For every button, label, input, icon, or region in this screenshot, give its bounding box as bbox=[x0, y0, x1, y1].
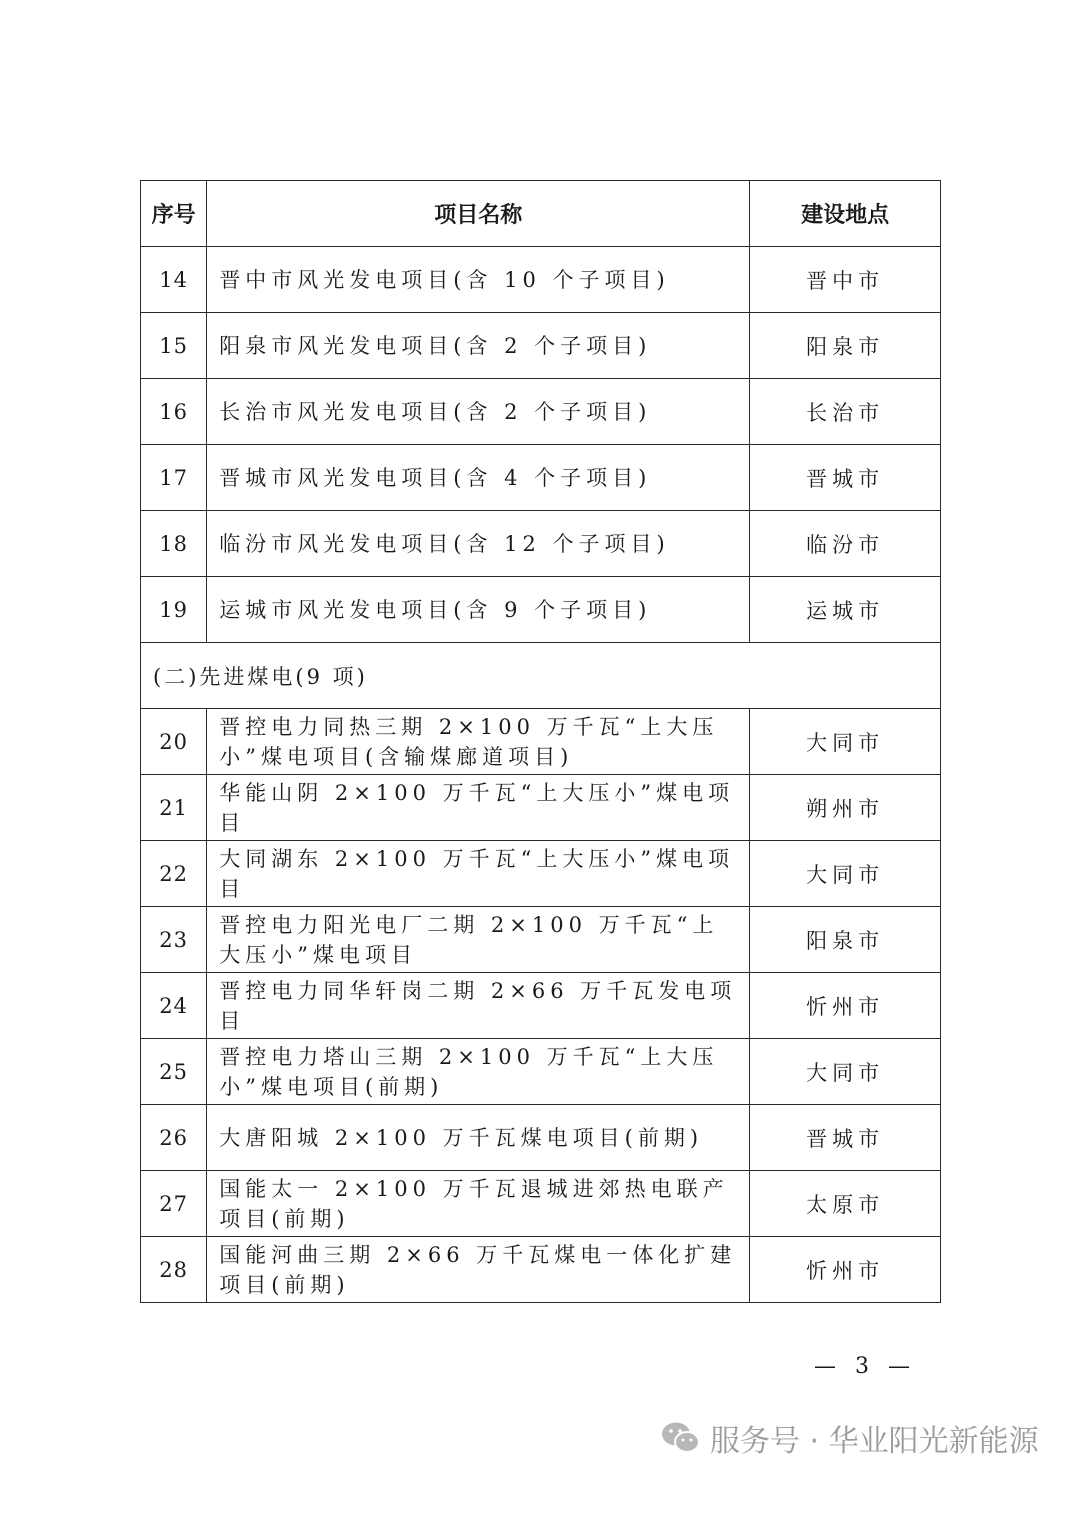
row-number: 22 bbox=[141, 841, 207, 907]
row-project-name: 阳泉市风光发电项目(含 2 个子项目) bbox=[207, 313, 750, 379]
row-number: 28 bbox=[141, 1237, 207, 1303]
section-title: (二)先进煤电(9 项) bbox=[141, 643, 941, 709]
row-location: 忻州市 bbox=[750, 973, 941, 1039]
table-header-row bbox=[141, 181, 941, 247]
section-row bbox=[141, 643, 941, 709]
row-project-name: 晋控电力阳光电厂二期 2×100 万千瓦“上大压小”煤电项目 bbox=[207, 907, 750, 973]
table-row bbox=[141, 1171, 941, 1237]
row-location: 忻州市 bbox=[750, 1237, 941, 1303]
row-location: 大同市 bbox=[750, 841, 941, 907]
table-row bbox=[141, 973, 941, 1039]
row-number: 19 bbox=[141, 577, 207, 643]
row-location: 太原市 bbox=[750, 1171, 941, 1237]
row-number: 21 bbox=[141, 775, 207, 841]
row-project-name: 国能河曲三期 2×66 万千瓦煤电一体化扩建项目(前期) bbox=[207, 1237, 750, 1303]
header-location: 建设地点 bbox=[750, 181, 941, 247]
row-project-name: 临汾市风光发电项目(含 12 个子项目) bbox=[207, 511, 750, 577]
row-project-name: 大唐阳城 2×100 万千瓦煤电项目(前期) bbox=[207, 1105, 750, 1171]
row-number: 16 bbox=[141, 379, 207, 445]
header-no: 序号 bbox=[141, 181, 207, 247]
row-project-name: 晋控电力塔山三期 2×100 万千瓦“上大压小”煤电项目(前期) bbox=[207, 1039, 750, 1105]
row-number: 25 bbox=[141, 1039, 207, 1105]
row-project-name: 运城市风光发电项目(含 9 个子项目) bbox=[207, 577, 750, 643]
row-project-name: 晋中市风光发电项目(含 10 个子项目) bbox=[207, 247, 750, 313]
row-project-name: 晋控电力同华轩岗二期 2×66 万千瓦发电项目 bbox=[207, 973, 750, 1039]
table-row bbox=[141, 379, 941, 445]
row-number: 20 bbox=[141, 709, 207, 775]
table-row bbox=[141, 313, 941, 379]
row-number: 23 bbox=[141, 907, 207, 973]
row-location: 朔州市 bbox=[750, 775, 941, 841]
row-location: 大同市 bbox=[750, 709, 941, 775]
row-project-name: 大同湖东 2×100 万千瓦“上大压小”煤电项目 bbox=[207, 841, 750, 907]
table-row bbox=[141, 511, 941, 577]
row-location: 运城市 bbox=[750, 577, 941, 643]
project-table bbox=[140, 180, 941, 1303]
row-location: 大同市 bbox=[750, 1039, 941, 1105]
row-location: 晋城市 bbox=[750, 445, 941, 511]
table-row bbox=[141, 1039, 941, 1105]
header-name: 项目名称 bbox=[207, 181, 750, 247]
row-location: 阳泉市 bbox=[750, 313, 941, 379]
row-number: 15 bbox=[141, 313, 207, 379]
table-row bbox=[141, 907, 941, 973]
row-number: 14 bbox=[141, 247, 207, 313]
wechat-icon bbox=[660, 1420, 702, 1456]
table-row bbox=[141, 577, 941, 643]
footer-text: 服务号 · 华业阳光新能源 bbox=[710, 1424, 1039, 1459]
footer-watermark bbox=[660, 1416, 1039, 1460]
row-location: 长治市 bbox=[750, 379, 941, 445]
row-project-name: 国能太一 2×100 万千瓦退城进郊热电联产项目(前期) bbox=[207, 1171, 750, 1237]
row-location: 阳泉市 bbox=[750, 907, 941, 973]
table-row bbox=[141, 841, 941, 907]
table-row bbox=[141, 1105, 941, 1171]
row-location: 临汾市 bbox=[750, 511, 941, 577]
row-project-name: 华能山阴 2×100 万千瓦“上大压小”煤电项目 bbox=[207, 775, 750, 841]
row-project-name: 长治市风光发电项目(含 2 个子项目) bbox=[207, 379, 750, 445]
table-row bbox=[141, 445, 941, 511]
row-location: 晋中市 bbox=[750, 247, 941, 313]
table-row bbox=[141, 1237, 941, 1303]
table-row bbox=[141, 709, 941, 775]
row-number: 24 bbox=[141, 973, 207, 1039]
row-project-name: 晋城市风光发电项目(含 4 个子项目) bbox=[207, 445, 750, 511]
page-number: — 3 — bbox=[814, 1354, 916, 1379]
row-number: 26 bbox=[141, 1105, 207, 1171]
row-number: 17 bbox=[141, 445, 207, 511]
row-number: 27 bbox=[141, 1171, 207, 1237]
row-number: 18 bbox=[141, 511, 207, 577]
table-row bbox=[141, 775, 941, 841]
table-row bbox=[141, 247, 941, 313]
row-location: 晋城市 bbox=[750, 1105, 941, 1171]
row-project-name: 晋控电力同热三期 2×100 万千瓦“上大压小”煤电项目(含输煤廊道项目) bbox=[207, 709, 750, 775]
